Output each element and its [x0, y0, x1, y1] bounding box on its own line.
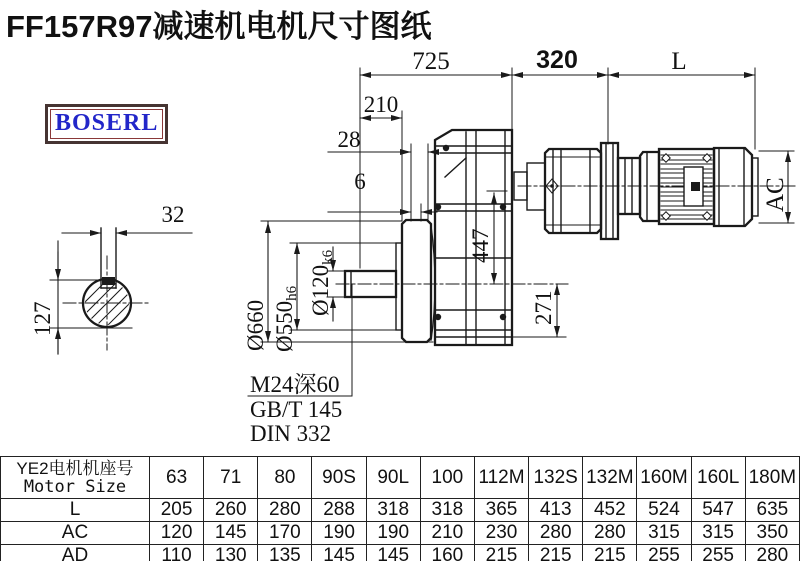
dim-6-label: 6	[354, 169, 366, 194]
table-header-row	[1, 457, 800, 499]
table-cell: 190	[312, 522, 366, 545]
table-cell: 255	[691, 545, 745, 561]
table-cell: 160M	[637, 457, 691, 499]
table-cell: 288	[312, 499, 366, 522]
header-cn: YE2电机机座号	[16, 458, 134, 478]
table-cell: 63	[150, 457, 204, 499]
table-cell: 215	[474, 545, 528, 561]
motor-size-table	[0, 456, 800, 561]
table-cell: 145	[312, 545, 366, 561]
dim-271-label: 271	[531, 290, 556, 325]
note-thread: M24深60	[250, 372, 340, 397]
shaft-end-view	[30, 202, 192, 354]
table-cell: 280	[745, 545, 799, 561]
table-cell: 205	[150, 499, 204, 522]
table-row	[1, 522, 800, 545]
table-cell: 215	[583, 545, 637, 561]
dim-210-label: 210	[363, 92, 399, 117]
technical-drawing	[0, 40, 800, 456]
note-gb: GB/T 145	[250, 397, 343, 422]
diameter-dimensions	[243, 221, 433, 352]
table-cell: 90S	[312, 457, 366, 499]
dim-725-label: 725	[412, 48, 450, 75]
table-cell: 635	[745, 499, 799, 522]
table-cell: 100	[420, 457, 474, 499]
table-cell: 132S	[529, 457, 583, 499]
table-cell: 120	[150, 522, 204, 545]
table-cell: 547	[691, 499, 745, 522]
table-cell: 260	[204, 499, 258, 522]
table-cell: 110	[150, 545, 204, 561]
top-dimensions	[328, 46, 755, 268]
table-cell: 190	[366, 522, 420, 545]
dim-550h6-label: Ø550h6	[272, 285, 300, 352]
table-cell: 112M	[474, 457, 528, 499]
table-cell: 318	[366, 499, 420, 522]
row-label: AD	[1, 545, 150, 561]
dim-32-label: 32	[161, 202, 185, 227]
header-en: Motor Size	[23, 476, 127, 497]
table-cell: 280	[583, 522, 637, 545]
dim-AC-label: AC	[762, 177, 789, 212]
table-cell: 452	[583, 499, 637, 522]
table-cell: 170	[258, 522, 312, 545]
row-label: AC	[1, 522, 150, 545]
gearbox-housing	[435, 130, 566, 345]
table-cell: 132M	[583, 457, 637, 499]
table-cell: 135	[258, 545, 312, 561]
table-cell: 315	[637, 522, 691, 545]
dim-320-label: 320	[536, 46, 578, 74]
table-cell: 215	[529, 545, 583, 561]
dim-660-label: Ø660	[243, 299, 268, 351]
table-cell: 318	[420, 499, 474, 522]
table-cell: 180M	[745, 457, 799, 499]
table-cell: 71	[204, 457, 258, 499]
row-label: L	[1, 499, 150, 522]
table-cell: 280	[529, 522, 583, 545]
table-cell: 160	[420, 545, 474, 561]
table-header-cell	[1, 457, 150, 499]
dim-L-label: L	[671, 48, 687, 75]
note-din: DIN 332	[250, 421, 332, 446]
dim-447-label: 447	[468, 228, 493, 263]
table-cell: 280	[258, 499, 312, 522]
table-cell: 80	[258, 457, 312, 499]
table-cell: 255	[637, 545, 691, 561]
dim-120k6-label: Ø120k6	[308, 249, 336, 316]
table-cell: 365	[474, 499, 528, 522]
table-cell: 145	[366, 545, 420, 561]
table-row	[1, 545, 800, 561]
table-cell: 350	[745, 522, 799, 545]
table-cell: 160L	[691, 457, 745, 499]
table-cell: 130	[204, 545, 258, 561]
dim-28-label: 28	[337, 127, 361, 152]
brand-logo-text: BOSERL	[55, 110, 159, 136]
page-title: FF157R97减速机电机尺寸图纸	[6, 9, 432, 44]
table-row	[1, 499, 800, 522]
table-cell: 230	[474, 522, 528, 545]
table-cell: 90L	[366, 457, 420, 499]
dim-127-label: 127	[30, 301, 55, 336]
table-cell: 210	[420, 522, 474, 545]
table-cell: 315	[691, 522, 745, 545]
table-cell: 413	[529, 499, 583, 522]
thread-notes	[250, 372, 342, 446]
table-cell: 524	[637, 499, 691, 522]
motor	[640, 148, 794, 226]
table-cell: 145	[204, 522, 258, 545]
key-section	[102, 277, 115, 285]
